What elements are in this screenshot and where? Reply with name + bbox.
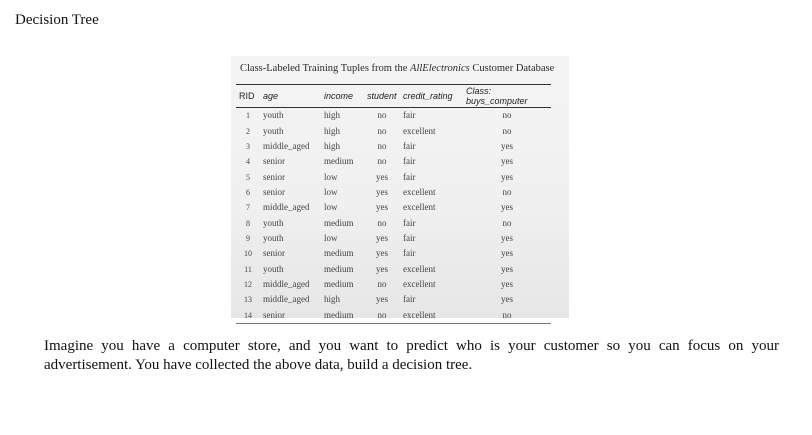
cell-income: medium: [324, 248, 354, 259]
cell-student: yes: [376, 263, 388, 274]
cell-rid: 3: [246, 141, 250, 151]
table-row: [236, 123, 551, 138]
cell-age: youth: [263, 263, 284, 274]
cell-class: yes: [501, 248, 513, 259]
cell-credit-rating: fair: [403, 217, 416, 228]
cell-rid: 4: [246, 157, 250, 167]
cell-income: low: [324, 186, 338, 197]
cell-class: no: [502, 186, 512, 197]
cell-income: medium: [321, 307, 364, 323]
cell-income: medium: [324, 278, 354, 289]
training-tuples-table: [236, 84, 551, 324]
cell-class: no: [502, 125, 512, 136]
cell-student: no: [377, 140, 387, 151]
cell-student: yes: [376, 294, 388, 305]
cell-age: youth: [263, 125, 284, 136]
cell-income: medium: [324, 263, 354, 274]
cell-student: no: [364, 307, 400, 323]
cell-rid: 6: [246, 187, 250, 197]
cell-age: middle_aged: [263, 202, 310, 213]
cell-student: yes: [376, 202, 388, 213]
cell-rid: 13: [244, 295, 252, 305]
header-age: age: [260, 85, 321, 108]
cell-income: medium: [324, 217, 354, 228]
header-income: income: [321, 85, 364, 108]
cell-age: middle_aged: [263, 294, 310, 305]
cell-income: high: [324, 125, 341, 136]
cell-age: middle_aged: [263, 140, 310, 151]
cell-credit-rating: excellent: [403, 125, 436, 136]
cell-credit-rating: fair: [403, 171, 416, 182]
cell-class: no: [502, 110, 512, 121]
caption-prefix: Class-Labeled Training Tuples from the: [240, 63, 411, 74]
cell-rid: 8: [246, 218, 250, 228]
cell-age: senior: [263, 156, 285, 167]
table-row: [236, 292, 551, 307]
cell-student: no: [377, 156, 387, 167]
cell-class: yes: [501, 263, 513, 274]
cell-class: yes: [501, 294, 513, 305]
cell-rid: 7: [246, 203, 250, 213]
header-credit-rating: credit_rating: [400, 85, 463, 108]
cell-student: yes: [376, 232, 388, 243]
cell-class: yes: [501, 140, 513, 151]
table-figure-image: [231, 56, 569, 318]
table-row: [236, 246, 551, 261]
table-row: [236, 108, 551, 124]
cell-credit-rating: excellent: [403, 202, 436, 213]
table-row: [236, 154, 551, 169]
table-row: [236, 169, 551, 184]
cell-credit-rating: excellent: [403, 263, 436, 274]
header-class: Class: buys_computer: [463, 85, 551, 108]
table-row: [236, 231, 551, 246]
cell-class: yes: [501, 232, 513, 243]
cell-rid: 1: [246, 111, 250, 121]
cell-age: senior: [263, 186, 285, 197]
cell-class: yes: [501, 171, 513, 182]
cell-age: youth: [263, 217, 284, 228]
table-row: [236, 200, 551, 215]
cell-age: youth: [263, 232, 284, 243]
cell-rid: 14: [236, 307, 260, 323]
cell-income: low: [324, 232, 338, 243]
cell-class: yes: [501, 278, 513, 289]
cell-rid: 10: [244, 249, 252, 259]
table-row: [236, 185, 551, 200]
table-row: [236, 261, 551, 276]
cell-class: yes: [501, 202, 513, 213]
table-body: [236, 108, 551, 324]
cell-age: senior: [263, 248, 285, 259]
cell-student: no: [377, 125, 387, 136]
table-row: [236, 307, 551, 323]
cell-rid: 9: [246, 233, 250, 243]
cell-income: high: [324, 140, 341, 151]
header-student: student: [364, 85, 400, 108]
cell-age: youth: [263, 110, 284, 121]
cell-credit-rating: excellent: [403, 278, 436, 289]
cell-income: low: [324, 202, 338, 213]
caption-suffix: Customer Database: [469, 63, 555, 74]
cell-student: yes: [376, 248, 388, 259]
cell-credit-rating: fair: [403, 294, 416, 305]
header-rid: RID: [236, 85, 260, 108]
cell-rid: 5: [246, 172, 250, 182]
cell-rid: 11: [244, 264, 252, 274]
table-row: [236, 215, 551, 230]
cell-student: no: [377, 217, 387, 228]
cell-age: senior: [263, 171, 285, 182]
cell-credit-rating: excellent: [403, 186, 436, 197]
cell-student: no: [377, 278, 387, 289]
cell-class: no: [502, 217, 512, 228]
cell-credit-rating: excellent: [400, 307, 463, 323]
cell-credit-rating: fair: [403, 110, 416, 121]
cell-credit-rating: fair: [403, 248, 416, 259]
cell-credit-rating: fair: [403, 140, 416, 151]
cell-income: high: [324, 294, 341, 305]
cell-student: yes: [376, 186, 388, 197]
cell-income: medium: [324, 156, 354, 167]
cell-age: middle_aged: [263, 278, 310, 289]
instructions-paragraph: Imagine you have a computer store, and you want to predict who is your customer so you can focus on your advertisement. You have collected the above data, build a decision tree.: [44, 338, 779, 373]
cell-credit-rating: fair: [403, 156, 416, 167]
table-row: [236, 277, 551, 292]
table-row: [236, 139, 551, 154]
document-title: Decision Tree: [15, 12, 99, 28]
cell-credit-rating: fair: [403, 232, 416, 243]
cell-class: yes: [501, 156, 513, 167]
cell-student: no: [377, 110, 387, 121]
cell-class: no: [463, 307, 551, 323]
table-header-row: [236, 85, 551, 108]
table-caption: [240, 63, 560, 74]
cell-student: yes: [376, 171, 388, 182]
cell-income: high: [324, 110, 341, 121]
cell-rid: 2: [246, 126, 250, 136]
cell-age: senior: [260, 307, 321, 323]
cell-income: low: [324, 171, 338, 182]
caption-company: AllElectronics: [410, 63, 470, 74]
cell-rid: 12: [244, 279, 252, 289]
